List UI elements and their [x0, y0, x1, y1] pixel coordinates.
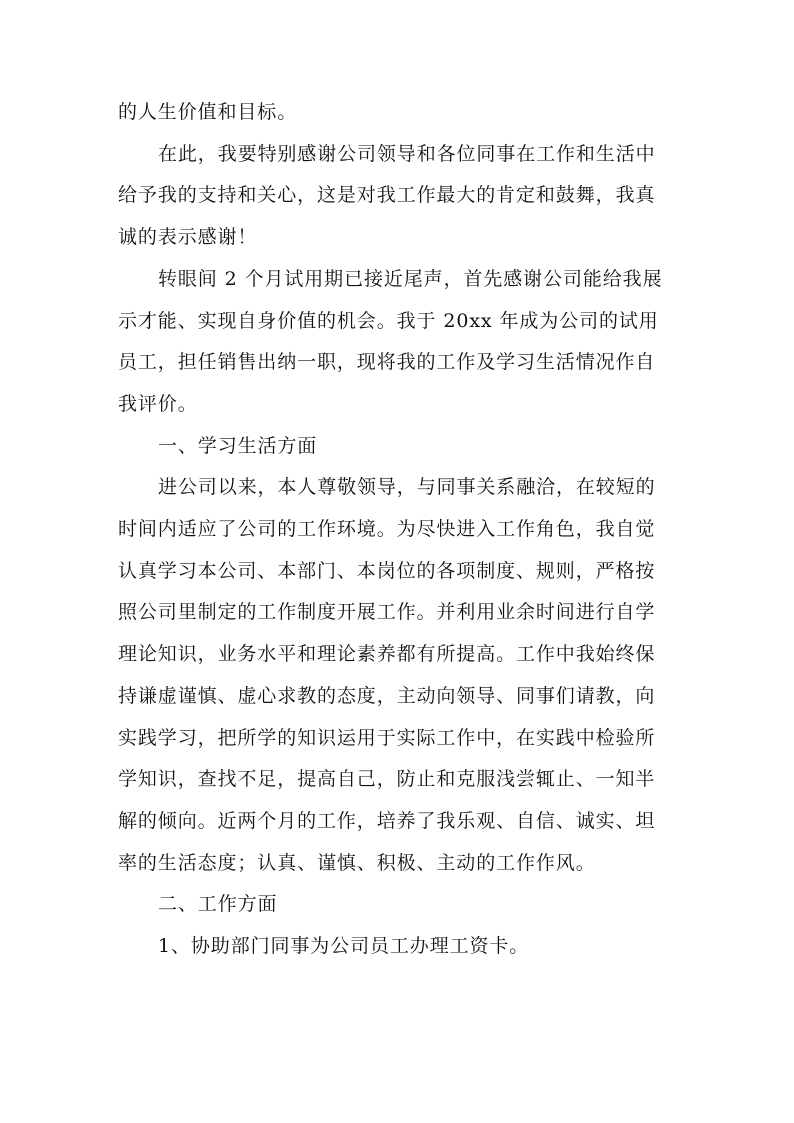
paragraph-continuation: 的人生价值和目标。 [118, 101, 298, 123]
paragraph-work-item-1: 1、协助部门同事为公司员工办理工资卡。 [158, 935, 530, 958]
section-heading-work: 二、工作方面 [158, 893, 278, 916]
paragraph-study-life: 进公司以来，本人尊敬领导，与同事关系融洽，在较短的时间内适应了公司的工作环境。为尽快进入工作角色，我自觉认真学习本公司、本部门、本岗位的各项制度、规则，严格按照公司里制定的工作制度开展工作。并利用业余时间进行自学理论知识，业务水平和理论素养都有所提高。工作中我始终保持谦虚谨慎、虚心求教的态度，主动向领导、同事们请教，向实践学习，把所学的知识运用于实际工作中，在实践中检验所学知识，查找不足，提高自己，防止和克服浅尝辄止、一知半解的倾向。近两个月的工作，培养了我乐观、自信、诚实、坦率的生活态度；认真、谨慎、积极、主动的工作作风。 [118, 476, 656, 874]
paragraph-thanks: 在此，我要特别感谢公司领导和各位同事在工作和生活中给予我的支持和关心，这是对我工作最大的肯定和鼓舞，我真诚的表示感谢！ [118, 142, 656, 249]
document-body [118, 92, 674, 968]
section-heading-study-life: 一、学习生活方面 [158, 434, 318, 457]
paragraph-introduction: 转眼间 2 个月试用期已接近尾声，首先感谢公司能给我展示才能、实现自身价值的机会。我于 20xx 年成为公司的试用员工，担任销售出纳一职，现将我的工作及学习生活情况作自我评价。 [118, 267, 663, 415]
